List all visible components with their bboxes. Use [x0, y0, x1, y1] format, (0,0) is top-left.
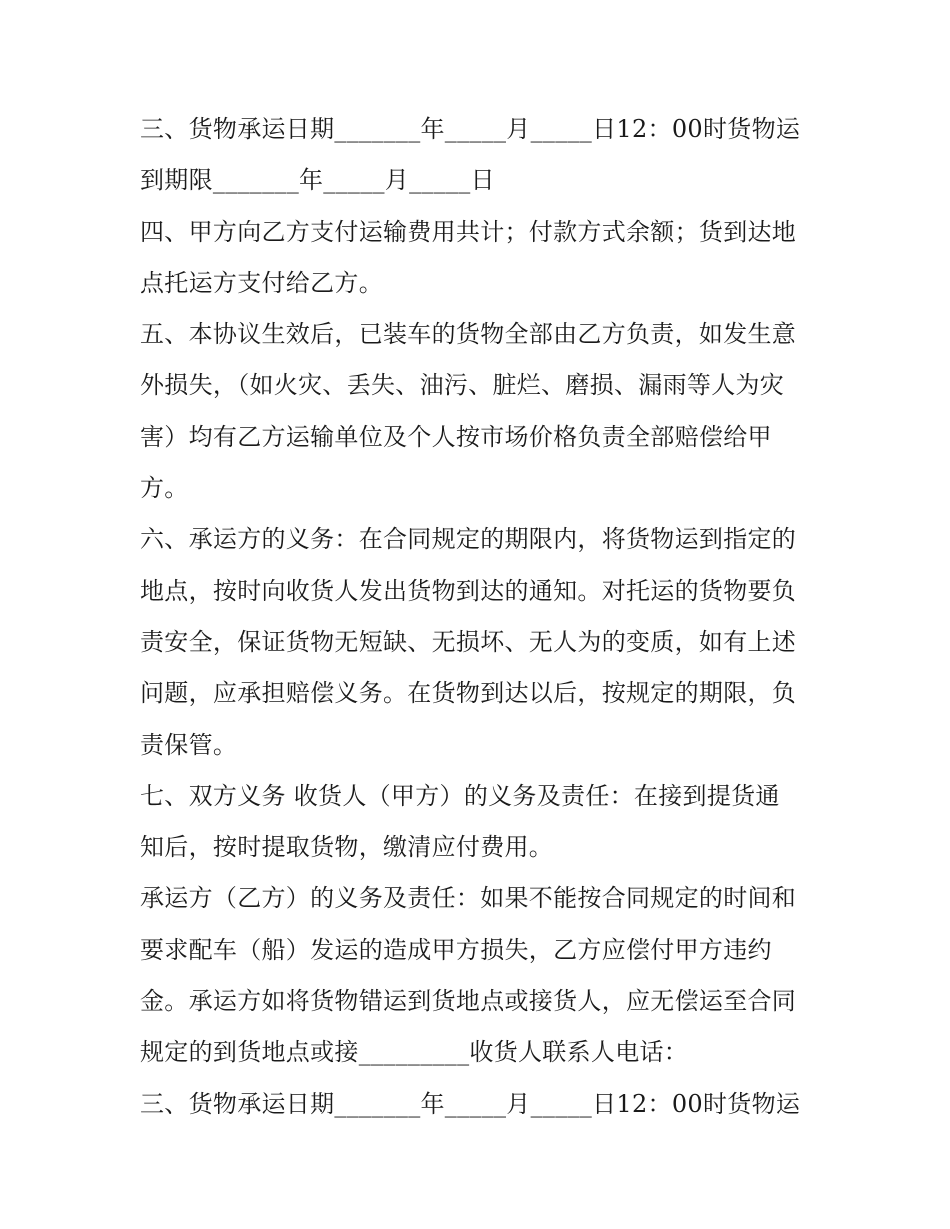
text-line: 金。承运方如将货物错运到货地点或接货人，应无偿运至合同	[140, 987, 797, 1016]
text-line: 害）均有乙方运输单位及个人按市场价格负责全部赔偿给甲	[140, 422, 772, 451]
text-line: 责保管。	[140, 730, 238, 759]
text-line: 三、货物承运日期_______年_____月_____日12：00时货物运	[140, 115, 801, 143]
text-line: 问题，应承担赔偿义务。在货物到达以后，按规定的期限，负	[140, 679, 797, 708]
text-line: 四、甲方向乙方支付运输费用共计；付款方式余额；货到达地	[140, 217, 797, 246]
text-line: 承运方（乙方）的义务及责任：如果不能按合同规定的时间和	[140, 884, 797, 913]
text-line: 规定的到货地点或接_________收货人联系人电话：	[140, 1038, 689, 1067]
text-line: 外损失，（如火灾、丢失、油污、脏烂、磨损、漏雨等人为灾	[140, 371, 785, 400]
text-line: 要求配车（船）发运的造成甲方损失，乙方应偿付甲方违约	[140, 935, 772, 964]
text-line: 六、承运方的义务：在合同规定的期限内，将货物运到指定的	[140, 525, 797, 554]
text-line: 方。	[140, 474, 189, 503]
text-line: 地点，按时向收货人发出货物到达的通知。对托运的货物要负	[140, 576, 797, 605]
text-line: 五、本协议生效后，已装车的货物全部由乙方负责，如发生意	[140, 320, 797, 349]
text-line: 七、双方义务 收货人（甲方）的义务及责任：在接到提货通	[140, 781, 780, 810]
document-body	[140, 104, 820, 1130]
text-line: 知后，按时提取货物，缴清应付费用。	[140, 833, 554, 862]
text-line: 责安全，保证货物无短缺、无损坏、无人为的变质，如有上述	[140, 627, 797, 656]
text-line: 到期限_______年_____月_____日	[140, 166, 495, 195]
text-line: 点托运方支付给乙方。	[140, 268, 383, 297]
text-line: 三、货物承运日期_______年_____月_____日12：00时货物运	[140, 1089, 801, 1118]
